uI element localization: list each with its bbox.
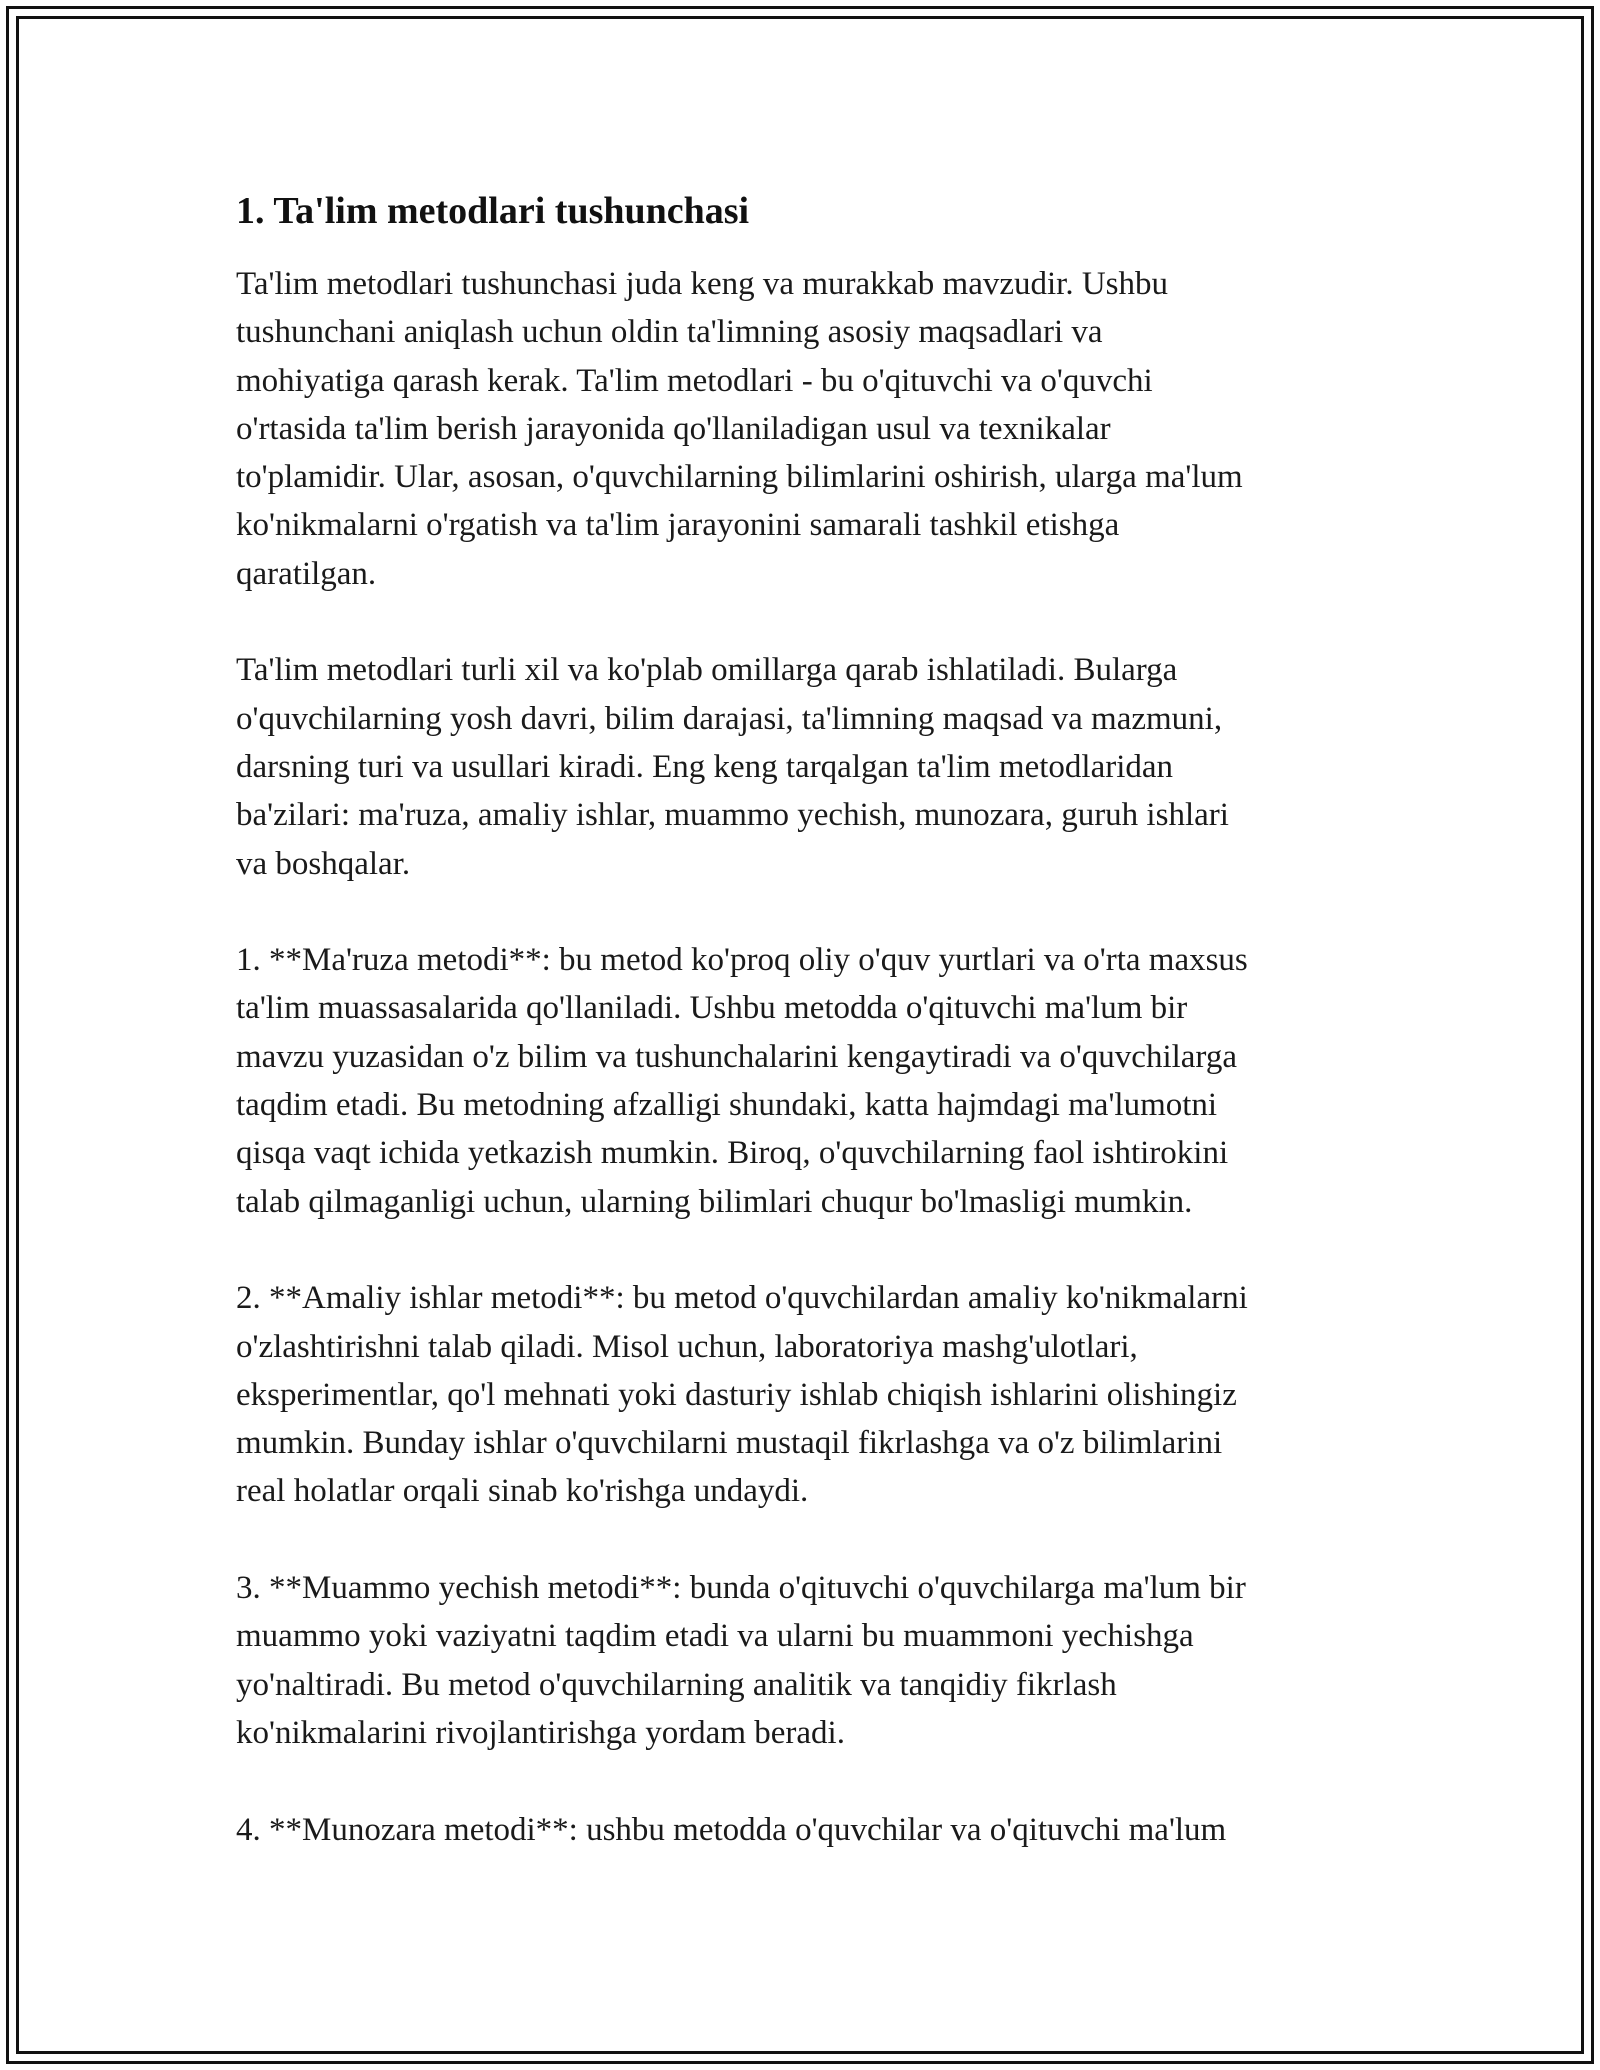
paragraph <box>236 1564 1366 1757</box>
text-line: Ta'lim metodlari turli xil va ko'plab omillarga qarab ishlatiladi. Bularga <box>236 652 1178 689</box>
text-line: mohiyatiga qarash kerak. Ta'lim metodlari - bu o'qituvchi va o'quvchi <box>236 362 1153 399</box>
text-line: darsning turi va usullari kiradi. Eng keng tarqalgan ta'lim metodlaridan <box>236 748 1174 785</box>
paragraph <box>236 1806 1366 1854</box>
text-line: yo'naltiradi. Bu metod o'quvchilarning analitik va tanqidiy fikrlash <box>236 1666 1117 1703</box>
text-line: mavzu yuzasidan o'z bilim va tushunchalarini kengaytiradi va o'quvchilarga <box>236 1038 1237 1075</box>
text-line: o'rtasida ta'lim berish jarayonida qo'llaniladigan usul va texnikalar <box>236 410 1111 447</box>
text-line: eksperimentlar, qo'l mehnati yoki dasturiy ishlab chiqish ishlarini olishingiz <box>236 1376 1237 1413</box>
text-line: ko'nikmalarini rivojlantirishga yordam beradi. <box>236 1714 845 1751</box>
text-line: to'plamidir. Ular, asosan, o'quvchilarning bilimlarini oshirish, ularga ma'lum <box>236 459 1243 496</box>
text-line: 4. **Munozara metodi**: ushbu metodda o'quvchilar va o'qituvchi ma'lum <box>236 1811 1227 1848</box>
text-line: taqdim etadi. Bu metodning afzalligi shundaki, katta hajmdagi ma'lumotni <box>236 1087 1218 1124</box>
text-line: tushunchani aniqlash uchun oldin ta'limning asosiy maqsadlari va <box>236 314 1103 351</box>
paragraph-list <box>236 260 1366 1854</box>
text-line: 1. **Ma'ruza metodi**: bu metod ko'proq oliy o'quv yurtlari va o'rta maxsus <box>236 942 1248 979</box>
document-body <box>236 186 1366 1854</box>
text-line: o'quvchilarning yosh davri, bilim darajasi, ta'limning maqsad va mazmuni, <box>236 700 1223 737</box>
text-line: talab qilmaganligi uchun, ularning bilimlari chuqur bo'lmasligi mumkin. <box>236 1183 1193 1220</box>
paragraph <box>236 260 1366 598</box>
text-line: Ta'lim metodlari tushunchasi juda keng va murakkab mavzudir. Ushbu <box>236 266 1169 302</box>
text-line: 3. **Muammo yechish metodi**: bunda o'qituvchi o'quvchilarga ma'lum bir <box>236 1570 1246 1607</box>
text-line: va boshqalar. <box>236 845 411 882</box>
text-line: ta'lim muassasalarida qo'llaniladi. Ushbu metodda o'qituvchi ma'lum bir <box>236 990 1188 1027</box>
section-heading: 1. Ta'lim metodlari tushunchasi <box>236 190 750 232</box>
paragraph <box>236 1274 1366 1515</box>
text-line: qaratilgan. <box>236 555 377 592</box>
text-line: o'zlashtirishni talab qiladi. Misol uchun, laboratoriya mashg'ulotlari, <box>236 1328 1138 1365</box>
text-line: ba'zilari: ma'ruza, amaliy ishlar, muammo yechish, munozara, guruh ishlari <box>236 797 1229 834</box>
text-line: real holatlar orqali sinab ko'rishga undaydi. <box>236 1473 809 1510</box>
paragraph <box>236 936 1366 1226</box>
paragraph <box>236 646 1366 887</box>
text-line: qisqa vaqt ichida yetkazish mumkin. Biroq, o'quvchilarning faol ishtirokini <box>236 1135 1229 1172</box>
text-line: ko'nikmalarni o'rgatish va ta'lim jarayonini samarali tashkil etishga <box>236 507 1120 544</box>
text-line: 2. **Amaliy ishlar metodi**: bu metod o'quvchilardan amaliy ko'nikmalarni <box>236 1280 1248 1317</box>
text-line: mumkin. Bunday ishlar o'quvchilarni mustaqil fikrlashga va o'z bilimlarini <box>236 1425 1223 1462</box>
text-line: muammo yoki vaziyatni taqdim etadi va ularni bu muammoni yechishga <box>236 1618 1194 1655</box>
